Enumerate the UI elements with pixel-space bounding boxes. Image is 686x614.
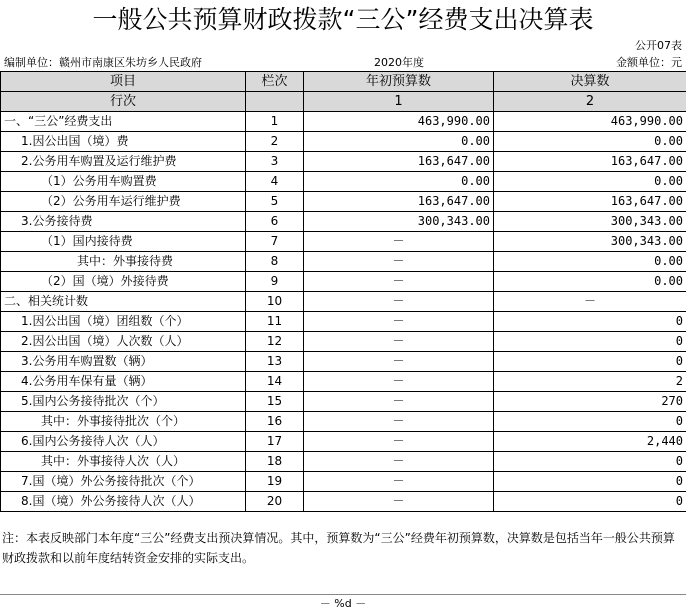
page-number: － %d －	[319, 597, 367, 610]
budget-value: 0.00	[304, 132, 494, 152]
row-label: 7.国（境）外公务接待批次（个）	[1, 472, 246, 492]
currency-unit: 金额单位：元	[616, 56, 682, 69]
table-row	[1, 272, 686, 292]
row-label: 3.公务用车购置数（辆）	[1, 352, 246, 372]
row-number: 8	[246, 252, 304, 272]
expenditure-table	[0, 71, 686, 512]
row-number: 10	[246, 292, 304, 312]
header-blank	[246, 92, 304, 112]
row-number: 17	[246, 432, 304, 452]
row-label: 二、相关统计数	[1, 292, 246, 312]
table-row	[1, 292, 686, 312]
page-title: 一般公共预算财政拨款“三公”经费支出决算表	[92, 5, 594, 34]
row-number: 9	[246, 272, 304, 292]
budget-value: 300,343.00	[304, 212, 494, 232]
table-row	[1, 132, 686, 152]
budget-value: －	[304, 412, 494, 432]
header-budget-idx: 1	[304, 92, 494, 112]
budget-value: －	[304, 432, 494, 452]
fiscal-year: 2020年度	[374, 56, 424, 69]
budget-value: 163,647.00	[304, 192, 494, 212]
row-number: 20	[246, 492, 304, 512]
header-final: 决算数	[494, 72, 686, 92]
table-row	[1, 352, 686, 372]
row-label: 2.因公出国（境）人次数（人）	[1, 332, 246, 352]
header-col-no: 栏次	[246, 72, 304, 92]
form-number: 公开07表	[635, 39, 682, 52]
table-header-row	[1, 72, 686, 92]
row-label: 2.公务用车购置及运行维护费	[1, 152, 246, 172]
final-value: 0	[494, 452, 686, 472]
table-row	[1, 412, 686, 432]
final-value: 0.00	[494, 172, 686, 192]
final-value: 300,343.00	[494, 232, 686, 252]
final-value: 0.00	[494, 252, 686, 272]
table-row	[1, 152, 686, 172]
final-value: 0.00	[494, 132, 686, 152]
row-number: 19	[246, 472, 304, 492]
header-budget: 年初预算数	[304, 72, 494, 92]
row-number: 12	[246, 332, 304, 352]
budget-value: －	[304, 452, 494, 472]
table-row	[1, 212, 686, 232]
final-value: 163,647.00	[494, 152, 686, 172]
final-value: 0.00	[494, 272, 686, 292]
budget-value: －	[304, 312, 494, 332]
row-label: 4.公务用车保有量（辆）	[1, 372, 246, 392]
compiling-unit: 编制单位：赣州市南康区朱坊乡人民政府	[4, 56, 202, 69]
row-number: 3	[246, 152, 304, 172]
final-value: 2,440	[494, 432, 686, 452]
row-number: 1	[246, 112, 304, 132]
budget-value: 463,990.00	[304, 112, 494, 132]
row-number: 4	[246, 172, 304, 192]
final-value: 0	[494, 352, 686, 372]
table-row	[1, 312, 686, 332]
header-final-idx: 2	[494, 92, 686, 112]
budget-value: －	[304, 472, 494, 492]
table-row	[1, 252, 686, 272]
row-number: 6	[246, 212, 304, 232]
row-label: （2）公务用车运行维护费	[1, 192, 246, 212]
budget-value: －	[304, 252, 494, 272]
header-item: 项目	[1, 72, 246, 92]
final-value: －	[494, 292, 686, 312]
row-label: 其中：外事接待费	[1, 252, 246, 272]
final-value: 0	[494, 332, 686, 352]
footer-divider	[0, 594, 686, 595]
final-value: 270	[494, 392, 686, 412]
table-row	[1, 372, 686, 392]
budget-value: －	[304, 332, 494, 352]
table-row	[1, 492, 686, 512]
budget-value: 0.00	[304, 172, 494, 192]
table-row	[1, 112, 686, 132]
row-number: 11	[246, 312, 304, 332]
row-number: 16	[246, 412, 304, 432]
table-row	[1, 192, 686, 212]
table-row	[1, 392, 686, 412]
table-row	[1, 472, 686, 492]
row-number: 2	[246, 132, 304, 152]
row-label: 1.因公出国（境）团组数（个）	[1, 312, 246, 332]
table-row	[1, 432, 686, 452]
final-value: 163,647.00	[494, 192, 686, 212]
row-number: 18	[246, 452, 304, 472]
row-number: 13	[246, 352, 304, 372]
final-value: 0	[494, 312, 686, 332]
row-label: （1）国内接待费	[1, 232, 246, 252]
final-value: 300,343.00	[494, 212, 686, 232]
row-number: 7	[246, 232, 304, 252]
table-row	[1, 172, 686, 192]
final-value: 0	[494, 412, 686, 432]
row-label: 1.因公出国（境）费	[1, 132, 246, 152]
row-label: 其中：外事接待批次（个）	[1, 412, 246, 432]
budget-value: －	[304, 292, 494, 312]
final-value: 2	[494, 372, 686, 392]
final-value: 463,990.00	[494, 112, 686, 132]
row-label: 6.国内公务接待人次（人）	[1, 432, 246, 452]
final-value: 0	[494, 492, 686, 512]
row-number: 5	[246, 192, 304, 212]
row-label: 3.公务接待费	[1, 212, 246, 232]
row-label: 5.国内公务接待批次（个）	[1, 392, 246, 412]
table-row	[1, 452, 686, 472]
table-row	[1, 332, 686, 352]
table-note: 注：本表反映部门本年度“三公”经费支出预决算情况。其中，预算数为“三公”经费年初预算数，决算数是包括当年一般公共预算财政拨款和以前年度结转资金安排的实际支出。	[2, 531, 675, 565]
budget-value: －	[304, 392, 494, 412]
budget-value: －	[304, 372, 494, 392]
row-label: 其中：外事接待人次（人）	[1, 452, 246, 472]
budget-value: －	[304, 492, 494, 512]
budget-value: 163,647.00	[304, 152, 494, 172]
budget-value: －	[304, 272, 494, 292]
table-row	[1, 232, 686, 252]
row-label: 一、“三公”经费支出	[1, 112, 246, 132]
row-number: 15	[246, 392, 304, 412]
final-value: 0	[494, 472, 686, 492]
header-row-label: 行次	[1, 92, 246, 112]
budget-value: －	[304, 352, 494, 372]
table-index-row	[1, 92, 686, 112]
row-number: 14	[246, 372, 304, 392]
row-label: 8.国（境）外公务接待人次（人）	[1, 492, 246, 512]
budget-value: －	[304, 232, 494, 252]
row-label: （2）国（境）外接待费	[1, 272, 246, 292]
row-label: （1）公务用车购置费	[1, 172, 246, 192]
